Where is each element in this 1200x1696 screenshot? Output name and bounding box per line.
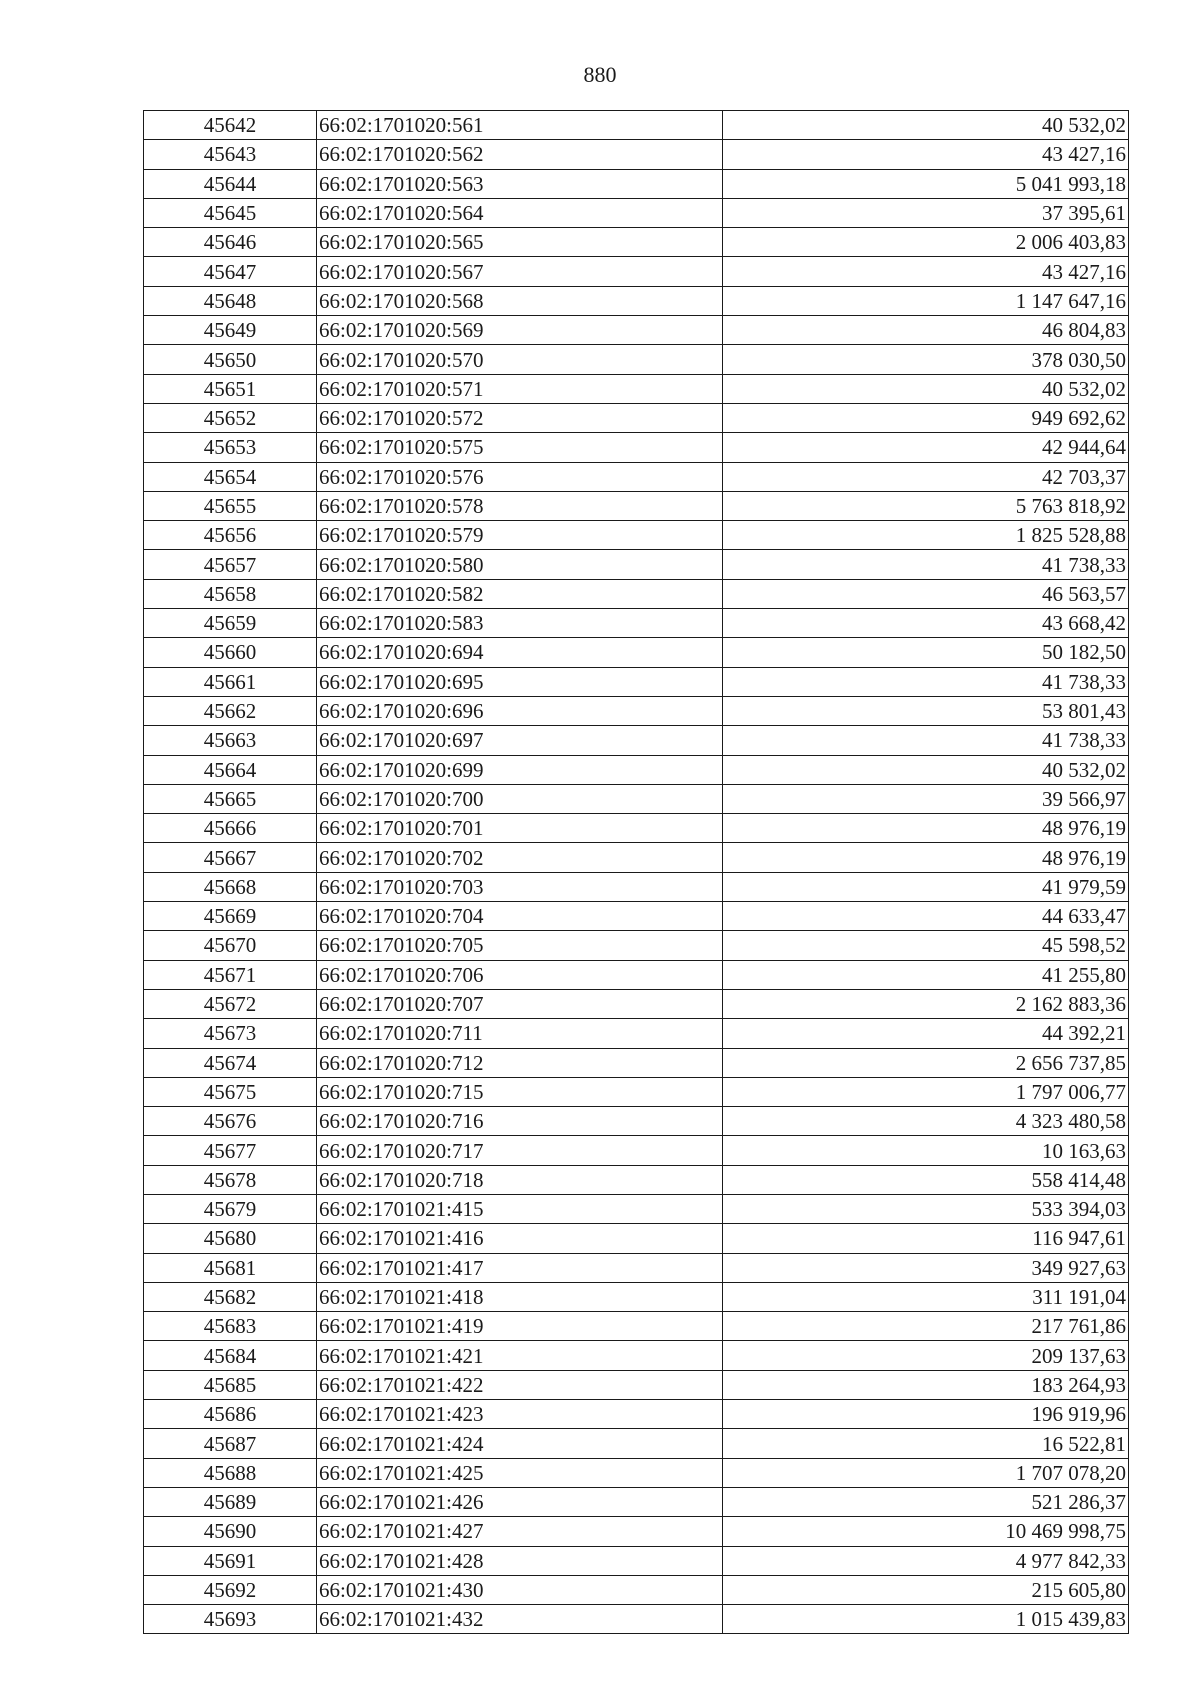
cadastral-number-cell: 66:02:1701021:415 bbox=[317, 1194, 723, 1223]
row-number-cell: 45690 bbox=[144, 1517, 317, 1546]
cadastral-value-cell: 43 427,16 bbox=[723, 140, 1129, 169]
cadastral-number-cell: 66:02:1701020:716 bbox=[317, 1107, 723, 1136]
cadastral-value-cell: 40 532,02 bbox=[723, 755, 1129, 784]
row-number-cell: 45670 bbox=[144, 931, 317, 960]
row-number-cell: 45689 bbox=[144, 1487, 317, 1516]
row-number-cell: 45671 bbox=[144, 960, 317, 989]
cadastral-number-cell: 66:02:1701020:571 bbox=[317, 374, 723, 403]
cadastral-value-cell: 10 163,63 bbox=[723, 1136, 1129, 1165]
row-number-cell: 45644 bbox=[144, 169, 317, 198]
table-row bbox=[144, 374, 1129, 403]
table-row bbox=[144, 667, 1129, 696]
cadastral-value-cell: 349 927,63 bbox=[723, 1253, 1129, 1282]
cadastral-value-cell: 2 006 403,83 bbox=[723, 228, 1129, 257]
cadastral-number-cell: 66:02:1701020:717 bbox=[317, 1136, 723, 1165]
table-row bbox=[144, 1458, 1129, 1487]
cadastral-number-cell: 66:02:1701020:706 bbox=[317, 960, 723, 989]
cadastral-value-cell: 196 919,96 bbox=[723, 1400, 1129, 1429]
table-row bbox=[144, 198, 1129, 227]
cadastral-number-cell: 66:02:1701020:564 bbox=[317, 198, 723, 227]
row-number-cell: 45650 bbox=[144, 345, 317, 374]
table-row bbox=[144, 433, 1129, 462]
table-row bbox=[144, 1312, 1129, 1341]
cadastral-value-cell: 4 977 842,33 bbox=[723, 1546, 1129, 1575]
cadastral-value-cell: 40 532,02 bbox=[723, 111, 1129, 140]
cadastral-number-cell: 66:02:1701020:702 bbox=[317, 843, 723, 872]
table-row bbox=[144, 696, 1129, 725]
cadastral-value-cell: 16 522,81 bbox=[723, 1429, 1129, 1458]
table-row bbox=[144, 403, 1129, 432]
table-row bbox=[144, 1107, 1129, 1136]
table-row bbox=[144, 111, 1129, 140]
row-number-cell: 45676 bbox=[144, 1107, 317, 1136]
cadastral-value-cell: 2 656 737,85 bbox=[723, 1048, 1129, 1077]
cadastral-value-cell: 46 563,57 bbox=[723, 579, 1129, 608]
cadastral-value-cell: 40 532,02 bbox=[723, 374, 1129, 403]
table-row bbox=[144, 843, 1129, 872]
cadastral-value-cell: 4 323 480,58 bbox=[723, 1107, 1129, 1136]
cadastral-value-cell: 43 427,16 bbox=[723, 257, 1129, 286]
table-row bbox=[144, 726, 1129, 755]
cadastral-number-cell: 66:02:1701020:568 bbox=[317, 286, 723, 315]
table-row bbox=[144, 1370, 1129, 1399]
cadastral-value-cell: 45 598,52 bbox=[723, 931, 1129, 960]
cadastral-value-cell: 41 255,80 bbox=[723, 960, 1129, 989]
cadastral-number-cell: 66:02:1701020:578 bbox=[317, 491, 723, 520]
table-row bbox=[144, 491, 1129, 520]
cadastral-number-cell: 66:02:1701020:563 bbox=[317, 169, 723, 198]
cadastral-number-cell: 66:02:1701020:700 bbox=[317, 784, 723, 813]
row-number-cell: 45662 bbox=[144, 696, 317, 725]
cadastral-value-cell: 2 162 883,36 bbox=[723, 989, 1129, 1018]
cadastral-value-cell: 44 392,21 bbox=[723, 1019, 1129, 1048]
row-number-cell: 45667 bbox=[144, 843, 317, 872]
table-row bbox=[144, 550, 1129, 579]
cadastral-number-cell: 66:02:1701020:695 bbox=[317, 667, 723, 696]
table-row bbox=[144, 1077, 1129, 1106]
row-number-cell: 45672 bbox=[144, 989, 317, 1018]
row-number-cell: 45649 bbox=[144, 316, 317, 345]
cadastral-value-cell: 378 030,50 bbox=[723, 345, 1129, 374]
cadastral-value-cell: 41 738,33 bbox=[723, 726, 1129, 755]
cadastral-number-cell: 66:02:1701020:579 bbox=[317, 521, 723, 550]
table-row bbox=[144, 1400, 1129, 1429]
row-number-cell: 45684 bbox=[144, 1341, 317, 1370]
cadastral-number-cell: 66:02:1701021:422 bbox=[317, 1370, 723, 1399]
row-number-cell: 45656 bbox=[144, 521, 317, 550]
cadastral-value-cell: 41 738,33 bbox=[723, 667, 1129, 696]
cadastral-value-cell: 37 395,61 bbox=[723, 198, 1129, 227]
cadastral-value-table bbox=[143, 110, 1129, 1634]
row-number-cell: 45658 bbox=[144, 579, 317, 608]
row-number-cell: 45645 bbox=[144, 198, 317, 227]
table-row bbox=[144, 316, 1129, 345]
cadastral-value-cell: 46 804,83 bbox=[723, 316, 1129, 345]
cadastral-number-cell: 66:02:1701021:425 bbox=[317, 1458, 723, 1487]
row-number-cell: 45660 bbox=[144, 638, 317, 667]
row-number-cell: 45678 bbox=[144, 1165, 317, 1194]
cadastral-number-cell: 66:02:1701021:432 bbox=[317, 1605, 723, 1634]
cadastral-number-cell: 66:02:1701021:423 bbox=[317, 1400, 723, 1429]
row-number-cell: 45688 bbox=[144, 1458, 317, 1487]
cadastral-value-cell: 39 566,97 bbox=[723, 784, 1129, 813]
row-number-cell: 45674 bbox=[144, 1048, 317, 1077]
row-number-cell: 45692 bbox=[144, 1575, 317, 1604]
row-number-cell: 45668 bbox=[144, 872, 317, 901]
table-row bbox=[144, 1487, 1129, 1516]
cadastral-number-cell: 66:02:1701020:694 bbox=[317, 638, 723, 667]
table-row bbox=[144, 755, 1129, 784]
table-row bbox=[144, 521, 1129, 550]
row-number-cell: 45648 bbox=[144, 286, 317, 315]
table-row bbox=[144, 1224, 1129, 1253]
cadastral-value-cell: 5 041 993,18 bbox=[723, 169, 1129, 198]
cadastral-number-cell: 66:02:1701020:704 bbox=[317, 902, 723, 931]
cadastral-value-cell: 215 605,80 bbox=[723, 1575, 1129, 1604]
cadastral-number-cell: 66:02:1701020:583 bbox=[317, 609, 723, 638]
row-number-cell: 45669 bbox=[144, 902, 317, 931]
cadastral-value-cell: 43 668,42 bbox=[723, 609, 1129, 638]
table-row bbox=[144, 1194, 1129, 1223]
table-row bbox=[144, 1165, 1129, 1194]
row-number-cell: 45647 bbox=[144, 257, 317, 286]
table-row bbox=[144, 1253, 1129, 1282]
cadastral-number-cell: 66:02:1701020:569 bbox=[317, 316, 723, 345]
cadastral-value-cell: 533 394,03 bbox=[723, 1194, 1129, 1223]
cadastral-value-cell: 50 182,50 bbox=[723, 638, 1129, 667]
row-number-cell: 45693 bbox=[144, 1605, 317, 1634]
cadastral-number-cell: 66:02:1701021:417 bbox=[317, 1253, 723, 1282]
table-row bbox=[144, 814, 1129, 843]
row-number-cell: 45664 bbox=[144, 755, 317, 784]
table-row bbox=[144, 989, 1129, 1018]
row-number-cell: 45657 bbox=[144, 550, 317, 579]
row-number-cell: 45681 bbox=[144, 1253, 317, 1282]
cadastral-number-cell: 66:02:1701021:427 bbox=[317, 1517, 723, 1546]
table-row bbox=[144, 286, 1129, 315]
cadastral-number-cell: 66:02:1701020:561 bbox=[317, 111, 723, 140]
cadastral-number-cell: 66:02:1701021:418 bbox=[317, 1282, 723, 1311]
cadastral-value-cell: 48 976,19 bbox=[723, 843, 1129, 872]
cadastral-number-cell: 66:02:1701020:562 bbox=[317, 140, 723, 169]
cadastral-value-cell: 10 469 998,75 bbox=[723, 1517, 1129, 1546]
cadastral-value-cell: 41 738,33 bbox=[723, 550, 1129, 579]
row-number-cell: 45680 bbox=[144, 1224, 317, 1253]
row-number-cell: 45646 bbox=[144, 228, 317, 257]
cadastral-value-cell: 48 976,19 bbox=[723, 814, 1129, 843]
row-number-cell: 45687 bbox=[144, 1429, 317, 1458]
table-row bbox=[144, 345, 1129, 374]
cadastral-number-cell: 66:02:1701020:703 bbox=[317, 872, 723, 901]
cadastral-value-cell: 41 979,59 bbox=[723, 872, 1129, 901]
cadastral-number-cell: 66:02:1701021:421 bbox=[317, 1341, 723, 1370]
cadastral-value-cell: 949 692,62 bbox=[723, 403, 1129, 432]
cadastral-value-cell: 1 707 078,20 bbox=[723, 1458, 1129, 1487]
cadastral-number-cell: 66:02:1701020:701 bbox=[317, 814, 723, 843]
row-number-cell: 45679 bbox=[144, 1194, 317, 1223]
row-number-cell: 45683 bbox=[144, 1312, 317, 1341]
cadastral-number-cell: 66:02:1701021:424 bbox=[317, 1429, 723, 1458]
row-number-cell: 45643 bbox=[144, 140, 317, 169]
row-number-cell: 45682 bbox=[144, 1282, 317, 1311]
table-row bbox=[144, 784, 1129, 813]
cadastral-value-cell: 311 191,04 bbox=[723, 1282, 1129, 1311]
cadastral-number-cell: 66:02:1701020:565 bbox=[317, 228, 723, 257]
cadastral-number-cell: 66:02:1701021:430 bbox=[317, 1575, 723, 1604]
table-row bbox=[144, 1517, 1129, 1546]
cadastral-value-cell: 1 825 528,88 bbox=[723, 521, 1129, 550]
table-row bbox=[144, 579, 1129, 608]
table-row bbox=[144, 1136, 1129, 1165]
cadastral-value-cell: 209 137,63 bbox=[723, 1341, 1129, 1370]
row-number-cell: 45675 bbox=[144, 1077, 317, 1106]
table-row bbox=[144, 228, 1129, 257]
table-row bbox=[144, 1019, 1129, 1048]
cadastral-number-cell: 66:02:1701020:575 bbox=[317, 433, 723, 462]
row-number-cell: 45663 bbox=[144, 726, 317, 755]
table-row bbox=[144, 609, 1129, 638]
cadastral-number-cell: 66:02:1701020:699 bbox=[317, 755, 723, 784]
cadastral-number-cell: 66:02:1701020:711 bbox=[317, 1019, 723, 1048]
row-number-cell: 45673 bbox=[144, 1019, 317, 1048]
table-row bbox=[144, 1341, 1129, 1370]
row-number-cell: 45677 bbox=[144, 1136, 317, 1165]
cadastral-number-cell: 66:02:1701020:697 bbox=[317, 726, 723, 755]
cadastral-number-cell: 66:02:1701020:715 bbox=[317, 1077, 723, 1106]
table-row bbox=[144, 462, 1129, 491]
table-row bbox=[144, 1048, 1129, 1077]
cadastral-value-cell: 42 944,64 bbox=[723, 433, 1129, 462]
cadastral-number-cell: 66:02:1701020:567 bbox=[317, 257, 723, 286]
cadastral-number-cell: 66:02:1701021:416 bbox=[317, 1224, 723, 1253]
row-number-cell: 45655 bbox=[144, 491, 317, 520]
cadastral-value-cell: 53 801,43 bbox=[723, 696, 1129, 725]
cadastral-number-cell: 66:02:1701020:580 bbox=[317, 550, 723, 579]
row-number-cell: 45661 bbox=[144, 667, 317, 696]
table-row bbox=[144, 1429, 1129, 1458]
cadastral-value-cell: 1 147 647,16 bbox=[723, 286, 1129, 315]
cadastral-value-cell: 521 286,37 bbox=[723, 1487, 1129, 1516]
cadastral-value-cell: 44 633,47 bbox=[723, 902, 1129, 931]
cadastral-value-cell: 116 947,61 bbox=[723, 1224, 1129, 1253]
cadastral-number-cell: 66:02:1701020:718 bbox=[317, 1165, 723, 1194]
table-row bbox=[144, 872, 1129, 901]
cadastral-number-cell: 66:02:1701020:705 bbox=[317, 931, 723, 960]
cadastral-number-cell: 66:02:1701020:707 bbox=[317, 989, 723, 1018]
row-number-cell: 45685 bbox=[144, 1370, 317, 1399]
cadastral-number-cell: 66:02:1701021:419 bbox=[317, 1312, 723, 1341]
table-row bbox=[144, 1605, 1129, 1634]
row-number-cell: 45686 bbox=[144, 1400, 317, 1429]
cadastral-value-cell: 1 797 006,77 bbox=[723, 1077, 1129, 1106]
table-row bbox=[144, 1546, 1129, 1575]
cadastral-number-cell: 66:02:1701020:696 bbox=[317, 696, 723, 725]
table-row bbox=[144, 931, 1129, 960]
cadastral-number-cell: 66:02:1701021:426 bbox=[317, 1487, 723, 1516]
table-row bbox=[144, 169, 1129, 198]
row-number-cell: 45651 bbox=[144, 374, 317, 403]
cadastral-number-cell: 66:02:1701020:582 bbox=[317, 579, 723, 608]
cadastral-value-cell: 558 414,48 bbox=[723, 1165, 1129, 1194]
cadastral-value-cell: 183 264,93 bbox=[723, 1370, 1129, 1399]
cadastral-value-cell: 217 761,86 bbox=[723, 1312, 1129, 1341]
row-number-cell: 45665 bbox=[144, 784, 317, 813]
cadastral-number-cell: 66:02:1701020:576 bbox=[317, 462, 723, 491]
page-number: 880 bbox=[583, 62, 617, 87]
table-row bbox=[144, 1575, 1129, 1604]
row-number-cell: 45654 bbox=[144, 462, 317, 491]
row-number-cell: 45666 bbox=[144, 814, 317, 843]
table-row bbox=[144, 902, 1129, 931]
cadastral-number-cell: 66:02:1701020:712 bbox=[317, 1048, 723, 1077]
row-number-cell: 45691 bbox=[144, 1546, 317, 1575]
cadastral-number-cell: 66:02:1701021:428 bbox=[317, 1546, 723, 1575]
row-number-cell: 45642 bbox=[144, 111, 317, 140]
table-row bbox=[144, 1282, 1129, 1311]
table-row bbox=[144, 140, 1129, 169]
row-number-cell: 45652 bbox=[144, 403, 317, 432]
cadastral-number-cell: 66:02:1701020:570 bbox=[317, 345, 723, 374]
table-row bbox=[144, 257, 1129, 286]
table-row bbox=[144, 960, 1129, 989]
row-number-cell: 45659 bbox=[144, 609, 317, 638]
row-number-cell: 45653 bbox=[144, 433, 317, 462]
cadastral-value-cell: 5 763 818,92 bbox=[723, 491, 1129, 520]
table-body bbox=[144, 111, 1129, 1634]
cadastral-value-cell: 1 015 439,83 bbox=[723, 1605, 1129, 1634]
table-row bbox=[144, 638, 1129, 667]
cadastral-number-cell: 66:02:1701020:572 bbox=[317, 403, 723, 432]
cadastral-value-cell: 42 703,37 bbox=[723, 462, 1129, 491]
